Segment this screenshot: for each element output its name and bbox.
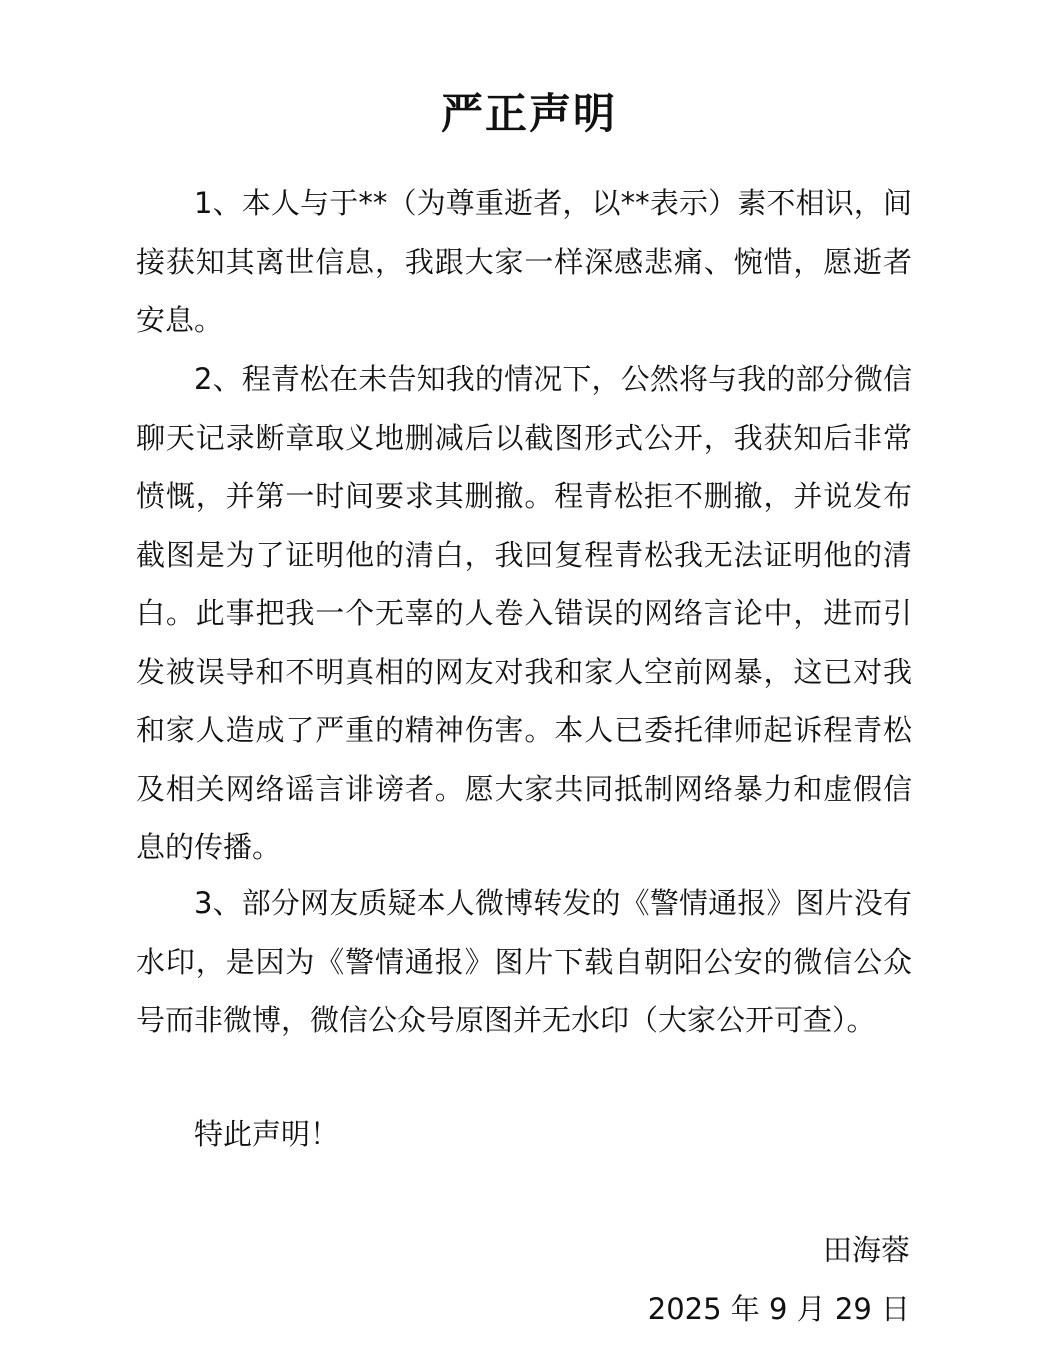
signer-name: 田海蓉 xyxy=(822,1233,910,1267)
document-title: 严正声明 xyxy=(440,89,617,138)
closing-statement: 特此声明！ xyxy=(194,1117,340,1151)
paragraph-3: 3、部分网友质疑本人微博转发的《警情通报》图片没有水印，是因为《警情通报》图片下载自朝阳公安的微信公众号而非微博，微信公众号原图并无水印（大家公开可查）。 xyxy=(136,886,912,1037)
paragraph-1: 1、本人与于**（为尊重逝者，以**表示）素不相识，间接获知其离世信息，我跟大家一样深感悲痛、惋惜，愿逝者安息。 xyxy=(136,186,912,337)
paragraph-2: 2、程青松在未告知我的情况下，公然将与我的部分微信聊天记录断章取义地删减后以截图形式公开，我获知后非常愤慨，并第一时间要求其删撤。程青松拒不删撤，并说发布截图是为了证明他的清白，我回复程青松我无法证明他的清白。此事把我一个无辜的人卷入错误的网络言论中，进而引发被误导和不明真相的网友对我和家人空前网暴，这已对我和家人造成了严重的精神伤害。本人已委托律师起诉程青松及相关网络谣言诽谤者。愿大家共同抵制网络暴力和虚假信息的传播。 xyxy=(136,362,912,864)
statement-date: 2025 年 9 月 29 日 xyxy=(647,1292,910,1326)
